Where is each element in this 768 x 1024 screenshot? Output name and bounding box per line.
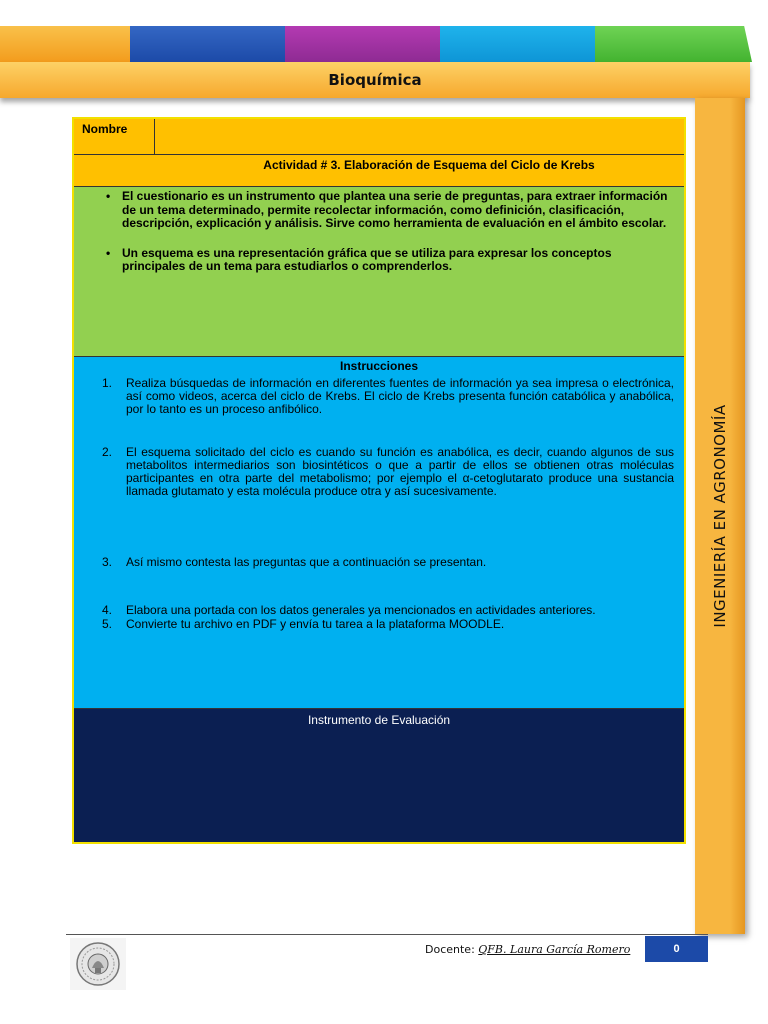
concepts-list	[74, 190, 684, 274]
instruction-text: Convierte tu archivo en PDF y envía tu tarea a la plataforma MOODLE.	[126, 617, 505, 631]
side-banner-label: INGENIERÍA EN AGRONOMÍA	[711, 404, 729, 628]
footer-docente	[425, 943, 630, 956]
instruction-number: 2.	[102, 445, 113, 459]
band-segment-orange	[0, 26, 130, 62]
concepts-section	[74, 187, 684, 357]
instruction-item	[102, 377, 684, 416]
page-title: Bioquímica	[328, 71, 422, 89]
header-color-band	[0, 26, 752, 62]
evaluation-section	[74, 709, 684, 842]
actividad-row	[74, 155, 684, 187]
nombre-row	[74, 119, 684, 155]
instructions-title: Instrucciones	[339, 359, 419, 373]
instruction-text: Realiza búsquedas de información en diferentes fuentes de información ya sea impresa o electrónica, así como videos, acerca del ciclo de Krebs. El ciclo de Krebs presenta función catabólica y anabólica, por lo tanto es un proceso anfibólico.	[126, 376, 674, 416]
page-number: 0	[645, 936, 708, 962]
university-seal-icon	[70, 938, 126, 990]
activity-table	[72, 117, 686, 844]
nombre-divider	[154, 119, 155, 155]
evaluation-title: Instrumento de Evaluación	[307, 713, 451, 727]
instruction-number: 4.	[102, 603, 113, 617]
docente-name: QFB. Laura García Romero	[478, 943, 631, 956]
instruction-text: Elabora una portada con los datos generales ya mencionados en actividades anteriores.	[126, 603, 596, 617]
instruction-item	[102, 604, 684, 617]
instruction-text: El esquema solicitado del ciclo es cuando su función es anabólica, es decir, cuando algunos de sus metabolitos intermediarios son biosintéticos o que a partir de ellos se obtienen otras moléculas participantes en otra parte del metabolismo; por ejemplo el α-cetoglutarato produce una sustancia llamada glutamato y esta molécula produce otra y así sucesivamente.	[126, 445, 674, 498]
instruction-number: 1.	[102, 376, 113, 390]
instruction-number: 5.	[102, 617, 113, 631]
instruction-item	[102, 618, 684, 631]
instruction-number: 3.	[102, 555, 113, 569]
concept-bullet: • El cuestionario es un instrumento que plantea una serie de preguntas, para extraer información de un tema determinado, permite recolectar información, como definición, clasificación, descripción, explicación y análisis. Sirve como herramienta de evaluación en el ámbito escolar.	[122, 190, 684, 231]
band-segment-blue	[130, 26, 285, 62]
band-segment-green	[595, 26, 752, 62]
instruction-item	[102, 556, 684, 569]
concept-bullet: • Un esquema es una representación gráfica que se utiliza para expresar los conceptos principales de un tema para estudiarlos o comprenderlos.	[122, 247, 684, 274]
actividad-title: Actividad # 3. Elaboración de Esquema del Ciclo de Krebs	[263, 158, 595, 172]
header-title-bar	[0, 62, 750, 98]
band-segment-purple	[285, 26, 440, 62]
instruction-item	[102, 446, 684, 498]
docente-label: Docente:	[425, 943, 475, 956]
footer-divider	[66, 934, 708, 935]
nombre-label: Nombre	[82, 122, 128, 136]
side-banner	[695, 98, 745, 934]
instructions-section	[74, 357, 684, 709]
instruction-text: Así mismo contesta las preguntas que a continuación se presentan.	[126, 555, 487, 569]
band-segment-cyan	[440, 26, 595, 62]
